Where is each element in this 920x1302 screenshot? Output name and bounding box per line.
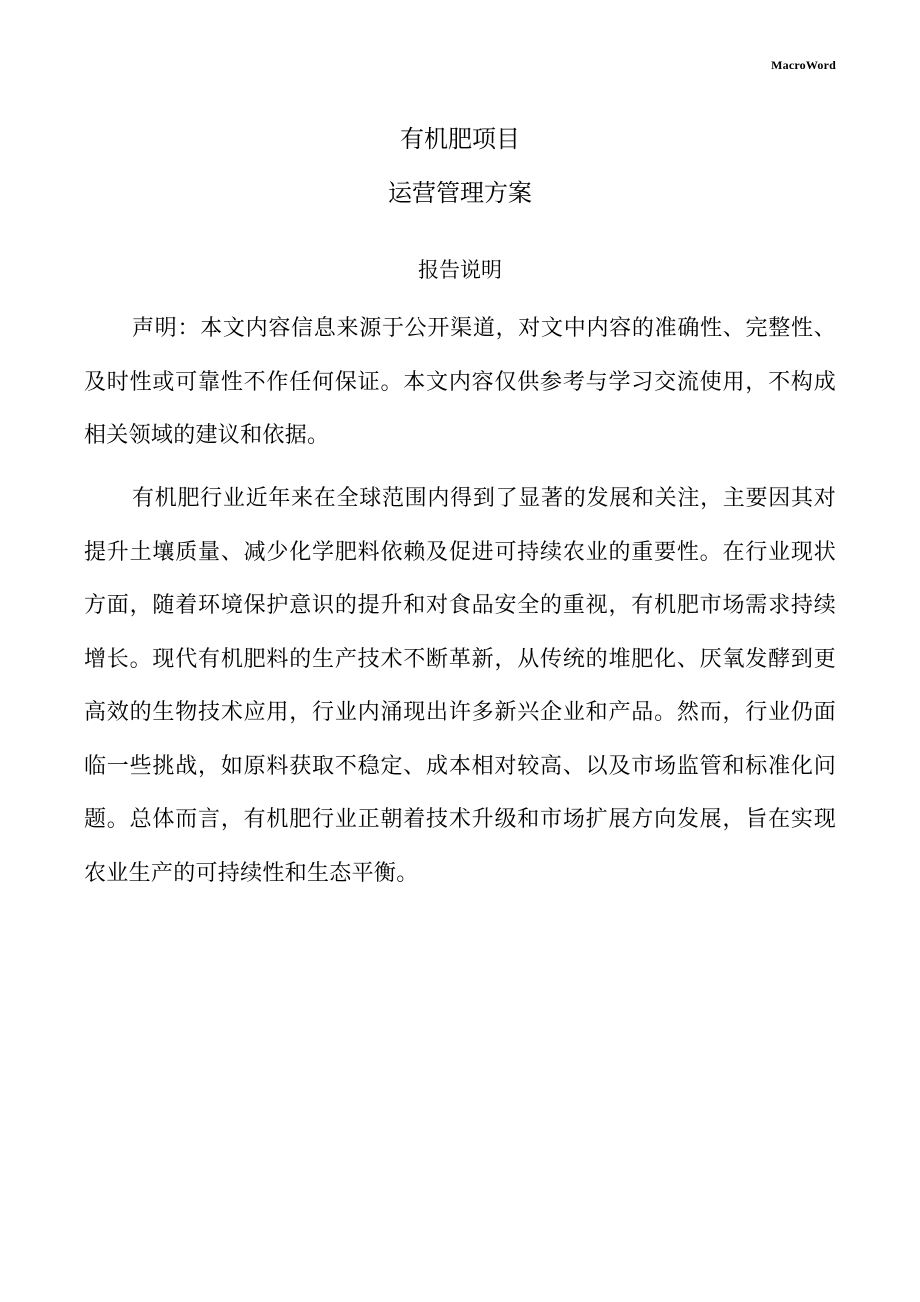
document-title-line2: 运营管理方案 <box>388 179 532 207</box>
document-title-line1: 有机肥项目 <box>400 125 520 153</box>
disclaimer-paragraph: 声明：本文内容信息来源于公开渠道，对文中内容的准确性、完整性、及时性或可靠性不作任何保证。本文内容仅供参考与学习交流使用，不构成相关领域的建议和依据。 <box>84 316 836 448</box>
industry-overview-paragraph: 有机肥行业近年来在全球范围内得到了显著的发展和关注，主要因其对提升土壤质量、减少化学肥料依赖及促进可持续农业的重要性。在行业现状方面，随着环境保护意识的提升和对食品安全的重视，有机肥市场需求持续增长。现代有机肥料的生产技术不断革新，从传统的堆肥化、厌氧发酵到更高效的生物技术应用，行业内涌现出许多新兴企业和产品。然而，行业仍面临一些挑战，如原料获取不稳定、成本相对较高、以及市场监管和标准化问题。总体而言，有机肥行业正朝着技术升级和市场扩展方向发展，旨在实现农业生产的可持续性和生态平衡。 <box>84 486 836 886</box>
section-heading: 报告说明 <box>418 258 502 282</box>
header-brand: MacroWord <box>771 58 836 72</box>
